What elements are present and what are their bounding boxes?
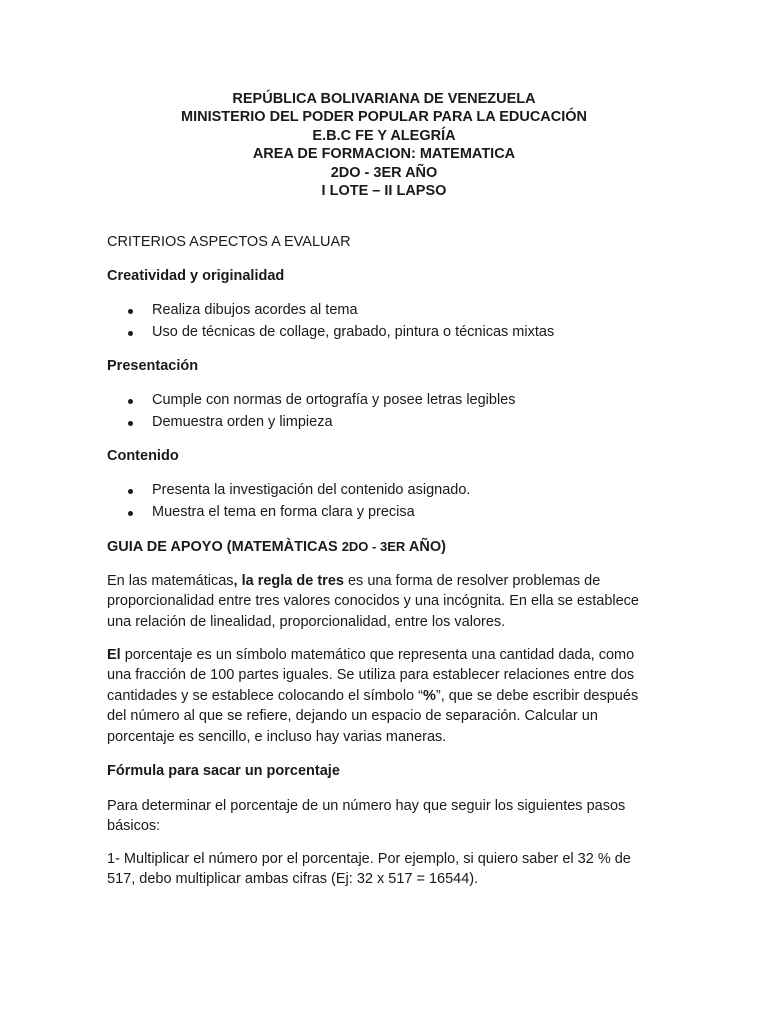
paragraph-line: una fracción de 100 partes iguales. Se utiliza para establecer relaciones entre dos — [107, 667, 635, 684]
section-heading-presentation: Presentación — [107, 358, 199, 374]
bullet-icon — [128, 399, 133, 404]
header-line-school: E.B.C FE Y ALEGRÍA — [312, 127, 456, 144]
document-header — [0, 90, 768, 200]
guide-title-years: 2DO - 3ER — [341, 539, 409, 554]
paragraph-line: una relación de linealidad, proporcionalidad, entre los valores. — [107, 613, 506, 630]
paragraph-line — [107, 571, 667, 591]
section-heading-creativity: Creatividad y originalidad — [107, 268, 285, 284]
header-line-country: REPÚBLICA BOLIVARIANA DE VENEZUELA — [232, 91, 536, 107]
paragraph-line: 517, debo multiplicar ambas cifras (Ej: 32 x 517 = 16544). — [107, 871, 479, 888]
paragraph-line — [107, 686, 667, 706]
header-line-period: I LOTE – II LAPSO — [321, 183, 447, 200]
bullet-icon — [128, 309, 133, 314]
text-run: ”, que se debe escribir después — [435, 687, 639, 704]
bullet-icon — [128, 421, 133, 426]
paragraph-steps-intro — [107, 796, 667, 837]
paragraph-line: Para determinar el porcentaje de un número hay que seguir los siguientes pasos — [107, 798, 626, 814]
bullet-icon — [128, 331, 133, 336]
list-item-text: Uso de técnicas de collage, grabado, pintura o técnicas mixtas — [152, 324, 555, 340]
text-run: En las matemáticas — [107, 573, 234, 589]
bullet-icon — [128, 489, 133, 494]
text-run-bold: , la regla de tres — [233, 573, 344, 589]
header-line-grade: 2DO - 3ER AÑO — [330, 164, 438, 181]
list-item-text: Presenta la investigación del contenido asignado. — [152, 482, 471, 498]
paragraph-line: 1- Multiplicar el número por el porcentaje. Por ejemplo, si quiero saber el 32 % de — [107, 851, 631, 867]
guide-title-prefix: GUIA DE APOYO (MATEMÀTICAS — [107, 539, 342, 555]
paragraph-line: básicos: — [107, 818, 161, 835]
text-run: es una forma de resolver problemas de — [343, 573, 601, 589]
paragraph-line: porcentaje es sencillo, e incluso hay varias maneras. — [107, 728, 447, 745]
bullet-icon — [128, 511, 133, 516]
paragraph-line: del número al que se refiere, dejando un espacio de separación. Calcular un — [107, 708, 598, 725]
header-line-ministry: MINISTERIO DEL PODER POPULAR PARA LA EDUCACIÓN — [180, 109, 588, 126]
paragraph-rule-of-three — [107, 571, 667, 632]
list-item-text: Muestra el tema en forma clara y precisa — [152, 504, 415, 520]
header-line-area: AREA DE FORMACION: MATEMATICA — [252, 146, 516, 163]
paragraph-step-1 — [107, 849, 667, 890]
text-run-bold: El — [107, 647, 121, 663]
paragraph-line: proporcionalidad entre tres valores conocidos y una incógnita. En ella se establece — [107, 593, 639, 610]
guide-title-suffix: AÑO) — [408, 539, 446, 555]
text-run: cantidades y se establece colocando el símbolo “ — [107, 687, 423, 704]
criteria-title: CRITERIOS ASPECTOS A EVALUAR — [107, 234, 351, 250]
paragraph-line — [107, 645, 667, 665]
paragraph-percentage — [107, 645, 667, 747]
section-heading-content: Contenido — [107, 448, 179, 464]
text-run-bold: % — [422, 687, 436, 704]
list-item-text: Demuestra orden y limpieza — [152, 414, 333, 430]
guide-title — [107, 539, 446, 555]
list-item-text: Realiza dibujos acordes al tema — [152, 302, 358, 318]
text-run: porcentaje es un símbolo matemático que representa una cantidad dada, como — [120, 647, 635, 663]
list-item-text: Cumple con normas de ortografía y posee letras legibles — [152, 392, 516, 408]
formula-heading: Fórmula para sacar un porcentaje — [107, 763, 340, 779]
